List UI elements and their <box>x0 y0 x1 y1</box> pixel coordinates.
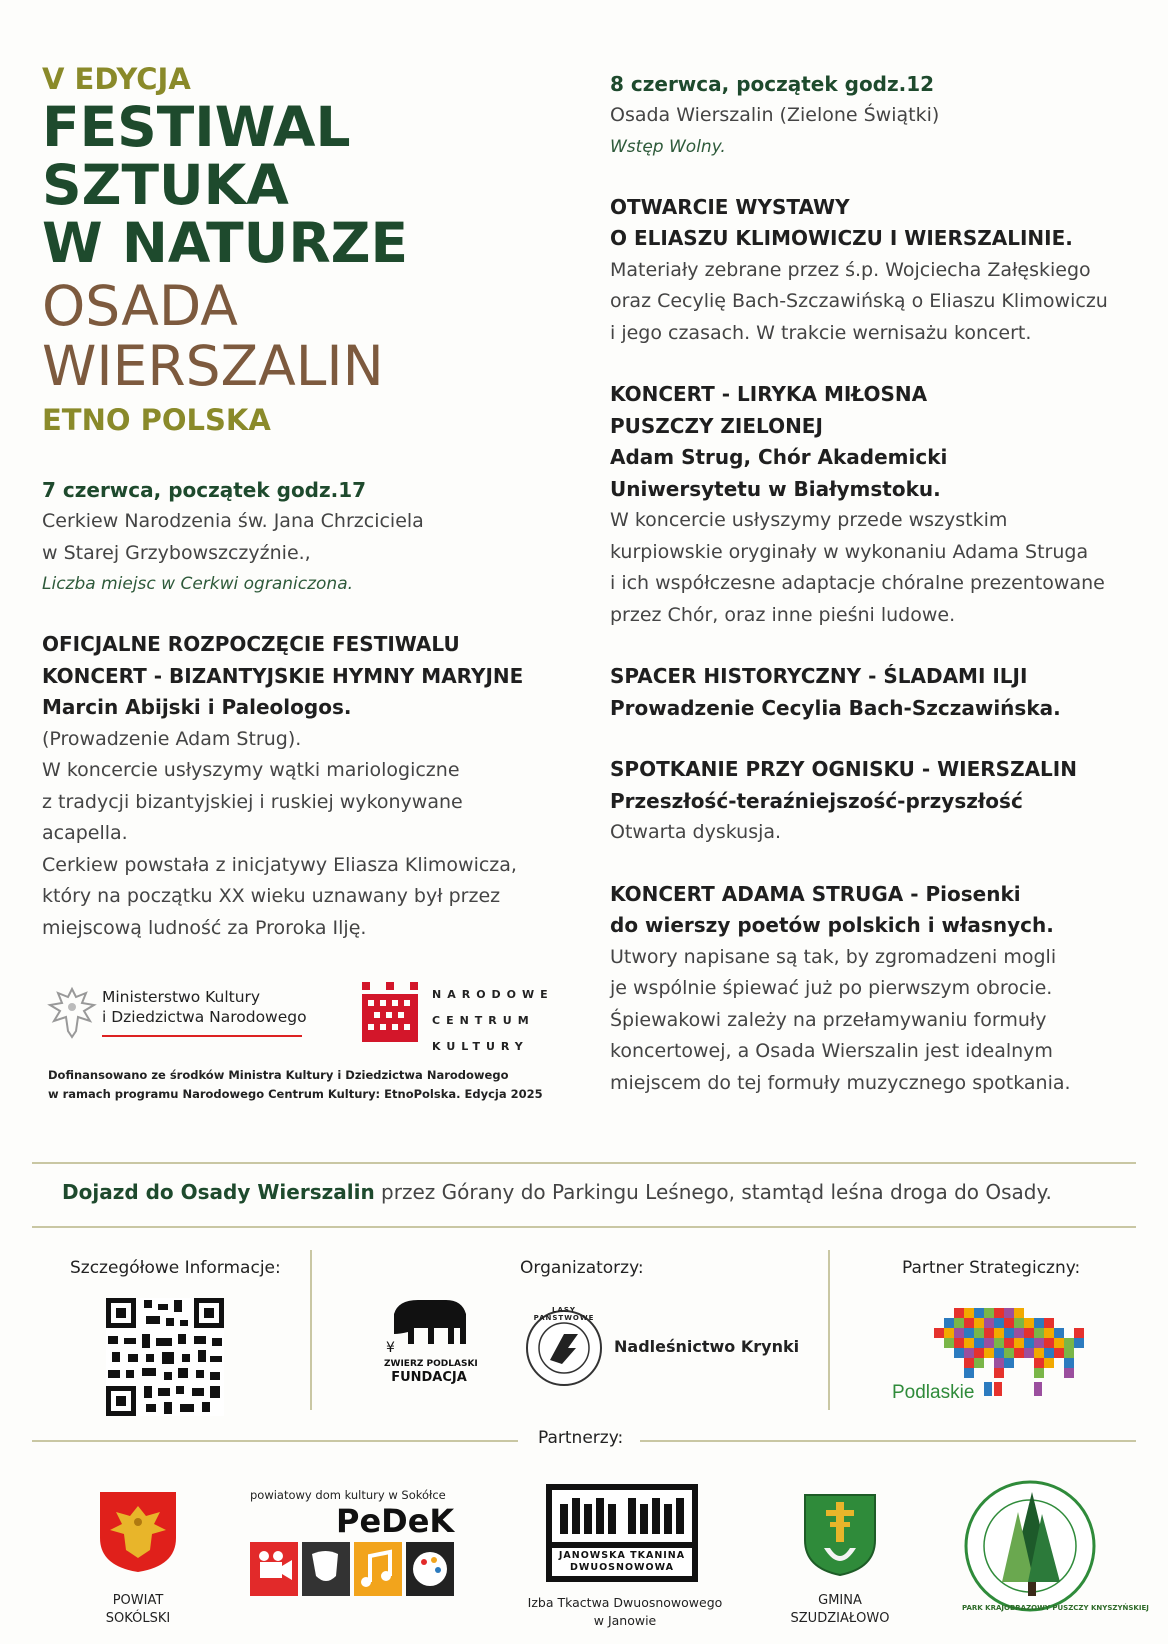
strategic-partner-label: Partner Strategiczny: <box>902 1258 1081 1278</box>
izba-logo-text <box>552 1550 692 1574</box>
day1-date: 7 czerwca, początek godz.17 <box>42 478 367 502</box>
eagle-icon <box>46 985 98 1041</box>
nck-crown-icon <box>362 982 418 1042</box>
funding-note <box>48 1066 543 1104</box>
nck-name: CENTRUM <box>432 1014 535 1027</box>
organizers-label: Organizatorzy: <box>520 1258 644 1278</box>
event-heading: KONCERT ADAMA STRUGA - Piosenki <box>610 881 1021 906</box>
ministry-logo <box>46 985 307 1045</box>
event-text-line: Śpiewakowi zależy na przełamywaniu formuły <box>610 1008 1047 1031</box>
park-trees-icon <box>962 1478 1149 1614</box>
route-rule-bottom <box>32 1226 1136 1228</box>
title-line: W NATURZE <box>42 211 409 275</box>
fundacja-name-2: FUNDACJA <box>391 1370 467 1385</box>
day1-heading: KONCERT - BIZANTYJSKIE HYMNY MARYJNE <box>42 663 524 688</box>
izba-name-line: Izba Tkactwa Dwuosnowowego <box>527 1595 723 1610</box>
festival-subtitle <box>42 276 384 396</box>
pedek-arts-icon <box>250 1542 460 1596</box>
coat-of-arms-eagle-icon <box>96 1488 180 1574</box>
event-heading: SPOTKANIE PRZY OGNISKU - WIERSZALIN <box>610 757 1077 781</box>
ministry-name: Ministerstwo Kultury <box>102 988 261 1006</box>
nck-logo <box>362 982 554 1053</box>
lasy-text: LASY PAŃSTWOWE <box>533 1306 595 1322</box>
subtitle-line: OSADA <box>42 274 238 338</box>
ministry-name: i Dziedzictwa Narodowego <box>102 1008 307 1026</box>
event-text-line: Materiały zebrane przez ś.p. Wojciecha Załęskiego <box>610 258 1091 281</box>
event-performer: Uniwersytetu w Białymstoku. <box>610 476 941 501</box>
event-host: Prowadzenie Cecylia Bach-Szczawińska. <box>610 695 1061 720</box>
svg-text:¥: ¥ <box>386 1340 395 1356</box>
subtitle-line: WIERSZALIN <box>42 334 384 398</box>
izba-logo-line: JANOWSKA TKANINA <box>558 1550 686 1561</box>
funding-line: w ramach programu Narodowego Centrum Kultury: EtnoPolska. Edycja 2025 <box>48 1087 543 1101</box>
event-text-line: i jego czasach. W trakcie wernisażu koncert. <box>610 321 1032 344</box>
gmina-name <box>770 1592 910 1628</box>
event-text-line: miejscem do tej formuły muzycznego spotkania. <box>610 1071 1071 1094</box>
day1-place: w Starej Grzybowszczyźnie., <box>42 541 311 564</box>
partners-label: Partnerzy: <box>538 1428 624 1448</box>
festival-title <box>42 95 409 275</box>
event-exhibition <box>610 192 1140 350</box>
day1-heading: OFICJALNE ROZPOCZĘCIE FESTIWALU <box>42 632 460 656</box>
funding-line: Dofinansowano ze środków Ministra Kultury i Dziedzictwa Narodowego <box>48 1068 509 1082</box>
route-rule-top <box>32 1162 1136 1164</box>
column-divider <box>828 1250 830 1410</box>
nadlesnictwo-name: Nadleśnictwo Krynki <box>614 1337 800 1356</box>
etno-label: ETNO POLSKA <box>42 403 271 437</box>
event-heading: PUSZCZY ZIELONEJ <box>610 413 823 438</box>
event-text-line: przez Chór, oraz inne pieśni ludowe. <box>610 603 956 626</box>
gmina-name-line: SZUDZIAŁOWO <box>790 1611 890 1626</box>
gmina-logo <box>802 1492 878 1582</box>
route-text: przez Górany do Parkingu Leśnego, stamtąd leśna droga do Osady. <box>374 1180 1052 1204</box>
event-text-line: koncertowej, a Osada Wierszalin jest idealnym <box>610 1040 1053 1062</box>
route-bold: Dojazd do Osady Wierszalin <box>62 1180 375 1204</box>
powiat-name-line: SOKÓLSKI <box>105 1611 171 1626</box>
park-logo <box>962 1478 1149 1618</box>
podlaskie-name: Podlaskie <box>892 1382 975 1403</box>
info-label: Szczegółowe Informacje: <box>70 1258 281 1278</box>
title-line: SZTUKA <box>42 153 289 217</box>
day1-performer: Marcin Abijski i Paleologos. <box>42 695 352 719</box>
pedek-title: PeDeK <box>336 1502 455 1540</box>
event-concert-liryka <box>610 379 1140 631</box>
qr-code-icon <box>106 1298 224 1416</box>
gmina-name-line: GMINA <box>818 1593 862 1608</box>
fundacja-name-1: ZWIERZ PODLASKI <box>384 1359 478 1369</box>
route-info <box>62 1180 1052 1204</box>
day1-text-line: który na początku XX wieku uznawany był przez <box>42 885 501 907</box>
day1-text-line: miejscową ludność za Proroka Ilję. <box>42 916 367 939</box>
izba-logo <box>546 1484 698 1586</box>
nck-name: NARODOWE <box>432 988 554 1001</box>
park-name: PARK KRAJOBRAZOWY PUSZCZY KNYSZYŃSKIEJ <box>962 1604 1149 1612</box>
event-concert-strug <box>610 879 1140 1100</box>
day2-section <box>610 68 1140 1099</box>
nck-name: KULTURY <box>432 1040 529 1053</box>
event-performer: Adam Strug, Chór Akademicki <box>610 445 948 469</box>
day1-text-line: Cerkiew powstała z inicjatywy Eliasza Klimowicza, <box>42 853 517 876</box>
day1-text-line: (Prowadzenie Adam Strug). <box>42 727 302 750</box>
event-heading: OTWARCIE WYSTAWY <box>610 194 850 219</box>
fundacja-logo <box>384 1294 478 1386</box>
event-heading: do wierszy poetów polskich i własnych. <box>610 913 1054 937</box>
qr-code[interactable] <box>106 1298 224 1420</box>
event-heading: O ELIASZU KLIMOWICZU I WIERSZALINIE. <box>610 226 1073 250</box>
event-heading: KONCERT - LIRYKA MIŁOSNA <box>610 382 928 406</box>
izba-name <box>512 1594 738 1630</box>
partners-rule-right <box>640 1440 1136 1442</box>
event-text-line: je wspólnie śpiewać już po pierwszym obrocie. <box>610 977 1053 999</box>
gmina-coat-of-arms-icon <box>802 1492 878 1578</box>
event-text-line: oraz Cecylię Bach-Szczawińską o Eliaszu Klimowiczu <box>610 290 1108 312</box>
partners-rule-left <box>32 1440 518 1442</box>
day1-text-line: acapella. <box>42 822 128 844</box>
event-text-line: kurpiowskie oryginały w wykonaniu Adama Struga <box>610 540 1089 563</box>
event-bonfire <box>610 754 1140 849</box>
powiat-logo <box>96 1488 180 1578</box>
izba-name-line: w Janowie <box>593 1613 657 1628</box>
izba-logo-line: DWUOSNOWOWA <box>570 1562 674 1573</box>
event-text-line: Utwory napisane są tak, by zgromadzeni mogli <box>610 945 1057 968</box>
event-subheading: Przeszłość-teraźniejszość-przyszłość <box>610 788 1023 813</box>
day1-note: Liczba miejsc w Cerkwi ograniczona. <box>42 574 354 594</box>
event-text-line: W koncercie usłyszymy przede wszystkim <box>610 509 1008 531</box>
event-walk <box>610 661 1140 724</box>
column-divider <box>310 1250 312 1410</box>
event-text-line: Otwarta dyskusja. <box>610 821 782 843</box>
powiat-name <box>82 1592 194 1628</box>
lasy-logo <box>524 1308 604 1392</box>
edition-label: V EDYCJA <box>42 62 191 96</box>
day1-section <box>42 474 562 944</box>
pedek-icons <box>250 1542 460 1600</box>
day2-place: Osada Wierszalin (Zielone Świątki) <box>610 104 940 126</box>
pedek-subtitle: powiatowy dom kultury w Sokółce <box>250 1488 446 1502</box>
podlaskie-logo <box>892 1302 1094 1406</box>
day2-date: 8 czerwca, początek godz.12 <box>610 72 935 96</box>
title-line: FESTIWAL <box>42 95 351 159</box>
event-heading: SPACER HISTORYCZNY - ŚLADAMI ILJI <box>610 664 1028 688</box>
event-text-line: i ich współczesne adaptacje chóralne prezentowane <box>610 572 1105 594</box>
day2-note: Wstęp Wolny. <box>610 136 726 157</box>
day1-text-line: W koncercie usłyszymy wątki mariologiczne <box>42 759 460 781</box>
day1-text-line: z tradycji bizantyjskiej i ruskiej wykonywane <box>42 790 463 813</box>
day1-place: Cerkiew Narodzenia św. Jana Chrzciciela <box>42 510 424 532</box>
powiat-name-line: POWIAT <box>112 1593 164 1608</box>
bison-icon <box>384 1294 474 1354</box>
